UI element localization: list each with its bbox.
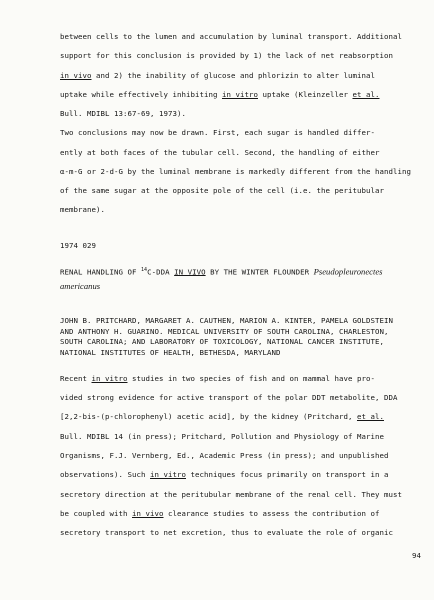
italic-term: in vivo [132,509,164,518]
abstract-title [60,266,383,276]
paragraph-line: Bull. MDIBL 14 (in press); Pritchard, Pollution and Physiology of Marine [60,432,384,441]
paragraph-line: membrane). [60,205,105,214]
italic-term: et al. [352,90,380,99]
text-run: observations). Such [60,470,150,479]
text-run: uptake while effectively inhibiting [60,90,222,99]
italic-term: IN VIVO [174,267,206,277]
paragraph-line: of the same sugar at the opposite pole of the cell (i.e. the peritubular [60,186,384,195]
paragraph-line: support for this conclusion is provided by 1) the lack of net reabsorption [60,51,393,60]
species-name: americanus [60,281,101,291]
paragraph-line [60,374,375,383]
paragraph-line: between cells to the lumen and accumulation by luminal transport. Additional [60,32,402,41]
paragraph-line: secretory transport to net excretion, thus to evaluate the role of organic [60,528,393,537]
paragraph-line: vided strong evidence for active transport of the polar DDT metabolite, DDA [60,393,398,402]
text-run: and 2) the inability of glucose and phlorizin to alter luminal [91,71,375,80]
text-run: uptake (Kleinzeller [257,90,353,99]
paragraph-line [60,71,375,80]
authors-line: AND ANTHONY H. GUARINO. MEDICAL UNIVERSITY OF SOUTH CAROLINA, CHARLESTON, [60,327,389,336]
italic-term: in vitro [91,374,128,383]
authors-line: NATIONAL INSTITUTES OF HEALTH, BETHESDA, MARYLAND [60,348,281,357]
paragraph-line: Organisms, F.J. Vernberg, Ed., Academic Press (in press); and unpublished [60,451,389,460]
page-number: 94 [412,551,421,560]
italic-term: in vivo [60,71,92,80]
authors-line: SOUTH CAROLINA; AND LABORATORY OF TOXICOLOGY, NATIONAL CANCER INSTITUTE, [60,337,384,346]
isotope-superscript: 14 [141,267,148,273]
authors-line: JOHN B. PRITCHARD, MARGARET A. CAUTHEN, MARION A. KINTER, PAMELA GOLDSTEIN [60,316,393,325]
title-text: C-DDA [147,267,175,277]
paragraph-line: ently at both faces of the tubular cell. Second, the handling of either [60,148,380,157]
text-run: be coupled with [60,509,132,518]
abstract-title-cont [60,282,100,291]
paragraph-line: Bull. MDIBL 13:67-69, 1973). [60,109,186,118]
abstract-number: 1974 029 [60,241,96,250]
italic-term: et al. [356,412,384,421]
paragraph-line: Two conclusions may now be drawn. First, each sugar is handled differ- [60,128,375,137]
italic-term: in vitro [221,90,258,99]
text-run: techniques focus primarily on transport in a [186,470,389,479]
italic-term: in vitro [150,470,186,479]
species-name: Pseudopleuronectes [313,266,383,277]
text-run: [2,2-bis-(p-chlorophenyl) acetic acid], by the kidney (Pritchard, [60,412,357,421]
paragraph-line [60,470,388,479]
paragraph-line [60,509,379,518]
paragraph-line [60,90,379,99]
title-text: BY THE WINTER FLOUNDER [205,267,314,277]
text-run: clearance studies to assess the contribution of [163,509,380,518]
paragraph-line: α-m-G or 2-d-G by the luminal membrane is markedly different from the handling [60,167,411,176]
text-run: Recent [60,374,92,383]
paragraph-line [60,412,384,421]
paragraph-line: secretory direction at the peritubular membrane of the renal cell. They must [60,490,402,499]
title-text: RENAL HANDLING OF [60,267,141,277]
text-run: studies in two species of fish and on mammal have pro- [127,374,375,383]
